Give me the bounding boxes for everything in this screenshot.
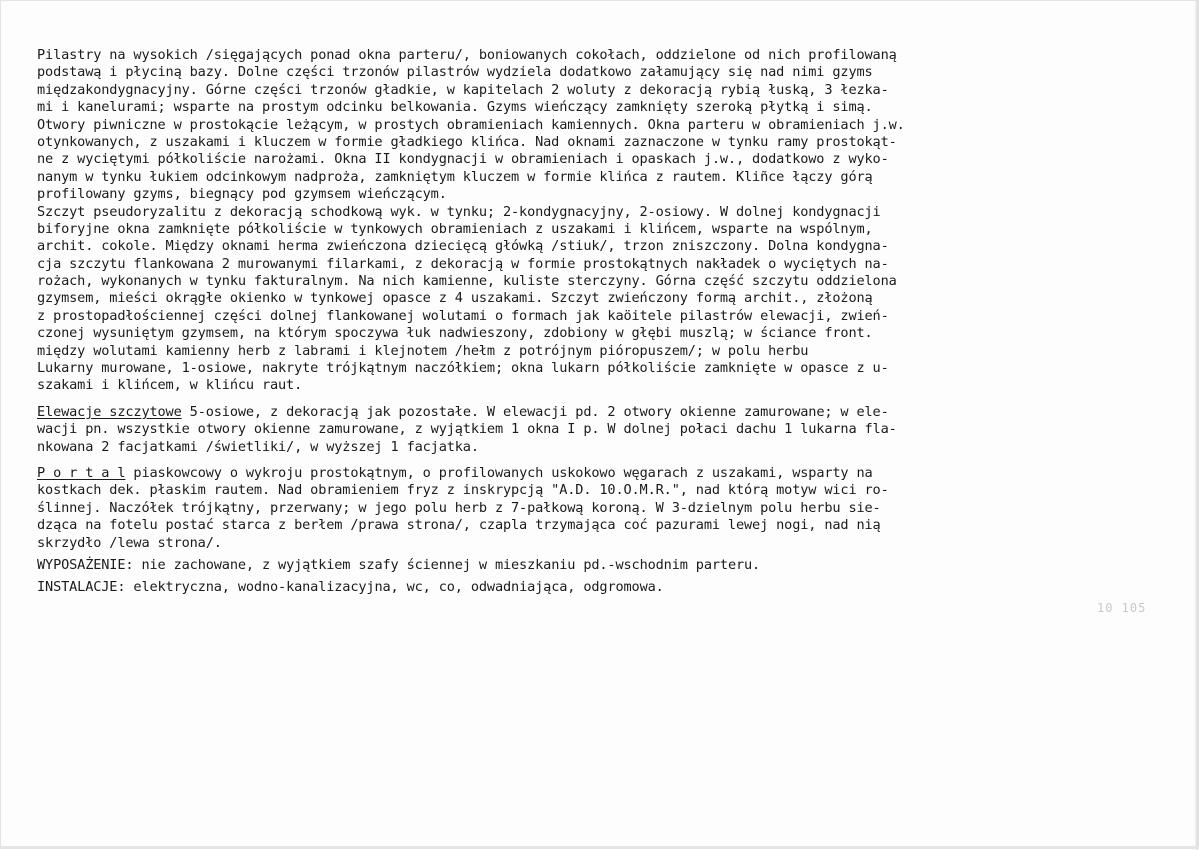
text-line: nanym w tynku łukiem odcinkowym nadproża, zamkniętym kluczem w formie klińca z rautem. Kliñce łączy górą <box>37 168 873 185</box>
text-line: cja szczytu flankowana 2 murowanymi filarkami, z dekoracją w formie prostokątnych nakładek o wyciętych na- <box>37 255 889 272</box>
text-line: Szczyt pseudoryzalitu z dekoracją schodkową wyk. w tynku; 2-kondygnacyjny, 2-osiowy. W dolnej kondygnacji <box>37 203 881 220</box>
text-line: biforyjne okna zamknięte półkoliście w tynkowych obramieniach z uszakami i klińcem, wsparte na wspólnym, <box>37 220 873 237</box>
text-fragment: elektryczna, wodno-kanalizacyjna, wc, co, odwadniająca, odgromowa. <box>125 579 664 596</box>
text-line <box>37 465 1157 482</box>
text-line <box>37 404 1157 421</box>
text-line: podstawą i płyciną bazy. Dolne części trzonów pilastrów wydziela dodatkowo załamujący się nad nimi gzyms <box>37 64 873 81</box>
text-line: z prostopadłościennej części dolnej flankowanej wolutami o formach jak kaöitele pilastrów elewacji, zwień- <box>37 307 889 324</box>
text-line: między wolutami kamienny herb z labrami i klejnotem /hełm z potrójnym pióropuszem/; w polu herbu <box>37 342 809 359</box>
typed-text-body <box>37 47 1157 597</box>
faint-page-mark: 10 105 <box>1097 601 1147 615</box>
text-line: międzakondygnacyjny. Górne części trzonów gładkie, w kapitelach 2 woluty z dekoracją rybią łuską, 3 łezka- <box>37 81 889 98</box>
section-heading: P o r t a l <box>37 464 126 481</box>
text-fragment: nie zachowane, z wyjątkiem szafy ściennej w mieszkaniu pd.-wschodnim parteru. <box>133 556 761 573</box>
text-line: czonej wysuniętym gzymsem, na którym spoczywa łuk nadwieszony, zdobiony w głębi muszlą; w ściance front. <box>37 325 873 342</box>
text-line: ne z wyciętymi półkoliście narożami. Okna II kondygnacji w obramieniach i opaskach j.w., dodatkowo z wyko- <box>37 151 889 168</box>
installations-paragraph <box>37 579 1157 596</box>
text-line: profilowany gzyms, biegnący pod gzymsem wieńczącym. <box>37 186 447 203</box>
section-heading: Elewacje szczytowe <box>37 403 182 420</box>
text-line <box>37 579 1157 596</box>
text-fragment: 5-osiowe, z dekoracją jak pozostałe. W elewacji pd. 2 otwory okienne zamurowane; w ele- <box>181 403 889 420</box>
text-fragment: piaskowcowy o wykroju prostokątnym, o profilowanych uskokowo węgarach z uszakami, wsparty na <box>125 464 873 481</box>
paragraph-gap <box>37 395 1157 404</box>
text-line: nkowana 2 facjatkami /świetliki/, w wyższej 1 facjatka. <box>37 438 479 455</box>
text-line: szakami i klińcem, w klińcu raut. <box>37 377 303 394</box>
text-line: Otwory piwniczne w prostokącie leżącym, w prostych obramieniach kamiennych. Okna parteru w obramieniach j.w. <box>37 116 905 133</box>
text-line: otynkowanych, z uszakami i kluczem w formie gładkiego klińca. Nad oknami zaznaczone w tynku ramy prostokąt- <box>37 133 897 150</box>
text-line: Pilastry na wysokich /sięgających ponad okna parteru/, boniowanych cokołach, oddzielone od nich profilowaną <box>37 47 897 63</box>
paragraph-gap <box>37 456 1157 465</box>
text-line: rożach, wykonanych w tynku fakturalnym. Na nich kamienne, kuliste sterczyny. Górna część szczytu oddzielona <box>37 273 897 290</box>
portal-paragraph <box>37 465 1157 552</box>
gable-elevations-paragraph <box>37 404 1157 456</box>
text-line: Lukarny murowane, 1-osiowe, nakryte trójkątnym naczółkiem; okna lukarn półkoliście zamknięte w opasce z u- <box>37 360 889 377</box>
text-line: wacji pn. wszystkie otwory okienne zamurowane, z wyjątkiem 1 okna I p. W dolnej połaci dachu 1 lukarna fla- <box>37 421 897 438</box>
section-label: WYPOSAŻENIE: <box>37 556 134 573</box>
text-line: kostkach dek. płaskim rautem. Nad obramieniem fryz z inskrypcją "A.D. 10.O.M.R.", nad którą motyw wici ro- <box>37 482 889 499</box>
text-line: skrzydło /lewa strona/. <box>37 534 222 551</box>
paper-edge <box>1195 1 1198 850</box>
text-line: archit. cokole. Między oknami herma zwieńczona dziecięcą główką /stiuk/, trzon zniszczony. Dolna kondygna- <box>37 238 889 255</box>
text-line: mi i kanelurami; wsparte na prostym odcinku belkowania. Gzyms wieńczący zamknięty szeroką płytką i simą. <box>37 99 873 116</box>
text-line <box>37 557 1157 574</box>
section-label: INSTALACJE: <box>37 579 126 596</box>
description-paragraph <box>37 47 1157 395</box>
equipment-paragraph <box>37 557 1157 574</box>
text-line: gzymsem, mieści okrągłe okienko w tynkowej opasce z 4 uszakami. Szczyt zwieńczony formą archit., złożoną <box>37 290 873 307</box>
text-line: dząca na fotelu postać starca z berłem /prawa strona/, czapla trzymająca coć pazurami lewej nogi, nad nią <box>37 517 881 534</box>
text-line: ślinnej. Naczółek trójkątny, przerwany; w jego polu herb z 7-pałkową koroną. W 3-dzielnym polu herbu sie- <box>37 499 881 516</box>
paper-edge <box>1 846 1199 848</box>
